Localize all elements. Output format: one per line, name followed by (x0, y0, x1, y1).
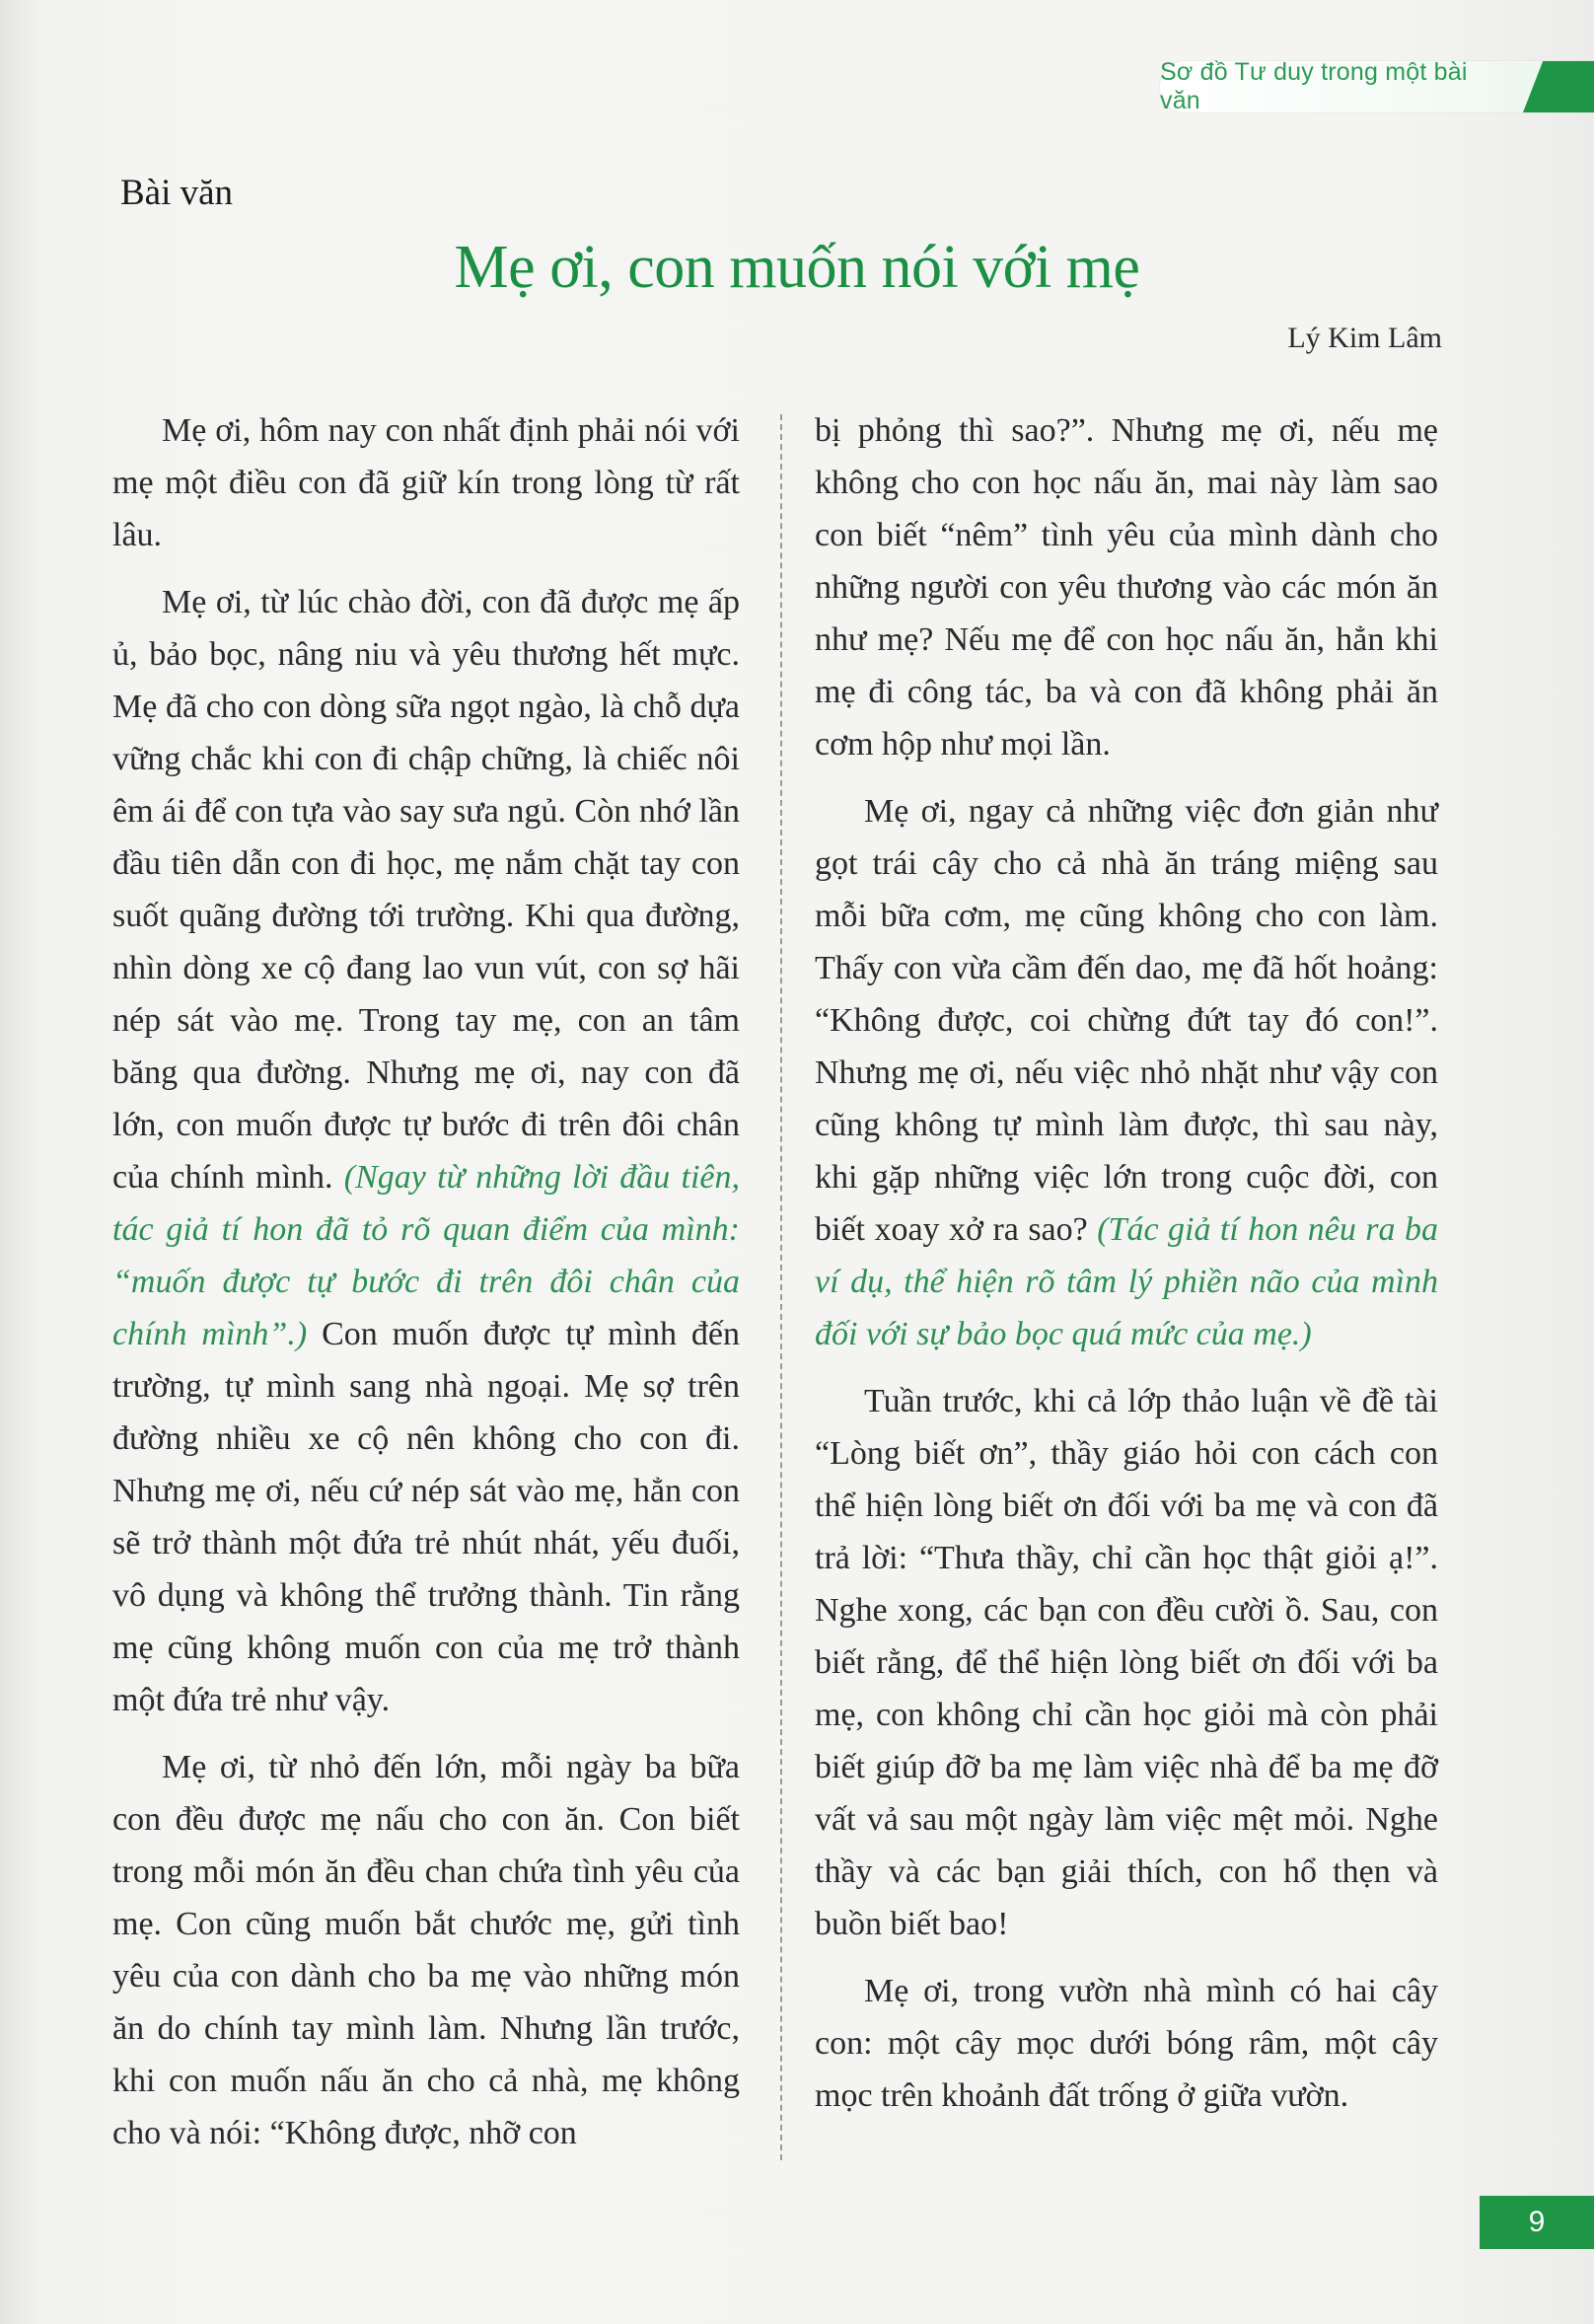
paragraph (815, 785, 1438, 1360)
left-column (112, 404, 740, 2174)
author-note: (Ngay từ những lời đầu tiên, tác giả tí hon đã tỏ rõ quan điểm của mình: “muốn được tự bước đi trên đôi chân của chính mình”.) (112, 1159, 740, 1352)
page-number: 9 (1480, 2196, 1594, 2249)
paragraph: Mẹ ơi, hôm nay con nhất định phải nói với mẹ một điều con đã giữ kín trong lòng từ rất lâu. (112, 412, 740, 553)
paragraph: Mẹ ơi, trong vườn nhà mình có hai cây con: một cây mọc dưới bóng râm, một cây mọc trên khoảnh đất trống ở giữa vườn. (815, 1973, 1438, 2114)
right-column (815, 404, 1438, 2137)
paragraph: Mẹ ơi, từ nhỏ đến lớn, mỗi ngày ba bữa con đều được mẹ nấu cho con ăn. Con biết trong mỗi món ăn đều chan chứa tình yêu của mẹ. Con cũng muốn bắt chước mẹ, gửi tình yêu của con dành cho ba mẹ vào những món ăn do chính tay mình làm. Nhưng lần trước, khi con muốn nấu ăn cho cả nhà, mẹ không cho và nói: “Không được, nhỡ con (112, 1749, 740, 2151)
paragraph: Tuần trước, khi cả lớp thảo luận về đề tài “Lòng biết ơn”, thầy giáo hỏi con cách con thể hiện lòng biết ơn đối với ba mẹ và con đã trả lời: “Thưa thầy, chỉ cần học thật giỏi ạ!”. Nghe xong, các bạn con đều cười ồ. Sau, con biết rằng, để thể hiện lòng biết ơn đối với ba mẹ, con không chỉ cần học giỏi mà còn phải biết giúp đỡ ba mẹ làm việc nhà để ba mẹ đỡ vất vả sau một ngày làm việc mệt mỏi. Nghe thầy và các bạn giải thích, con hổ thẹn và buồn biết bao! (815, 1383, 1438, 1942)
running-header-accent-bar (1523, 61, 1594, 112)
paragraph (112, 576, 740, 1726)
article-title: Mẹ ơi, con muốn nói với mẹ (454, 234, 1140, 301)
paragraph-text: Con muốn được tự mình đến trường, tự mình sang nhà ngoại. Mẹ sợ trên đường nhiều xe cộ nên không cho con đi. Nhưng mẹ ơi, nếu cứ nép sát vào mẹ, hẳn con sẽ trở thành một đứa trẻ nhút nhát, yếu đuối, vô dụng và không thể trưởng thành. Tin rằng mẹ cũng không muốn con của mẹ trở thành một đứa trẻ như vậy. (112, 1316, 740, 1718)
column-divider (780, 414, 782, 2160)
paragraph-text: Mẹ ơi, từ lúc chào đời, con đã được mẹ ấp ủ, bảo bọc, nâng niu và yêu thương hết mực. Mẹ đã cho con dòng sữa ngọt ngào, là chỗ dựa vững chắc khi con đi chập chững, là chiếc nôi êm ái để con tựa vào say sưa ngủ. Còn nhớ lần đầu tiên dẫn con đi học, mẹ nắm chặt tay con suốt quãng đường tới trường. Khi qua đường, nhìn dòng xe cộ đang lao vun vút, con sợ hãi nép sát vào mẹ. Trong tay mẹ, con an tâm băng qua đường. Nhưng mẹ ơi, nay con đã lớn, con muốn được tự bước đi trên đôi chân của chính mình. (112, 584, 740, 1196)
section-label: Bài văn (120, 173, 234, 213)
running-header (1160, 58, 1594, 114)
running-header-title: Sơ đồ Tư duy trong một bài văn (1160, 58, 1468, 114)
author-note: (Tác giả tí hon nêu ra ba ví dụ, thể hiện rõ tâm lý phiền não của mình đối với sự bảo bọc quá mức của mẹ.) (815, 1211, 1438, 1352)
paragraph-text: Mẹ ơi, ngay cả những việc đơn giản như gọt trái cây cho cả nhà ăn tráng miệng sau mỗi bữa cơm, mẹ cũng không cho con làm. Thấy con vừa cầm đến dao, mẹ đã hốt hoảng: “Không được, coi chừng đứt tay đó con!”. Nhưng mẹ ơi, nếu việc nhỏ nhặt như vậy con cũng không tự mình làm được, thì sau này, khi gặp những việc lớn trong cuộc đời, con biết xoay xở ra sao? (815, 793, 1438, 1248)
article-author: Lý Kim Lâm (1287, 322, 1442, 354)
paragraph: bị phỏng thì sao?”. Nhưng mẹ ơi, nếu mẹ không cho con học nấu ăn, mai này làm sao con biết “nêm” tình yêu của mình dành cho những người con yêu thương vào các món ăn như mẹ? Nếu mẹ để con học nấu ăn, hẳn khi mẹ đi công tác, ba và con đã không phải ăn cơm hộp như mọi lần. (815, 412, 1438, 763)
